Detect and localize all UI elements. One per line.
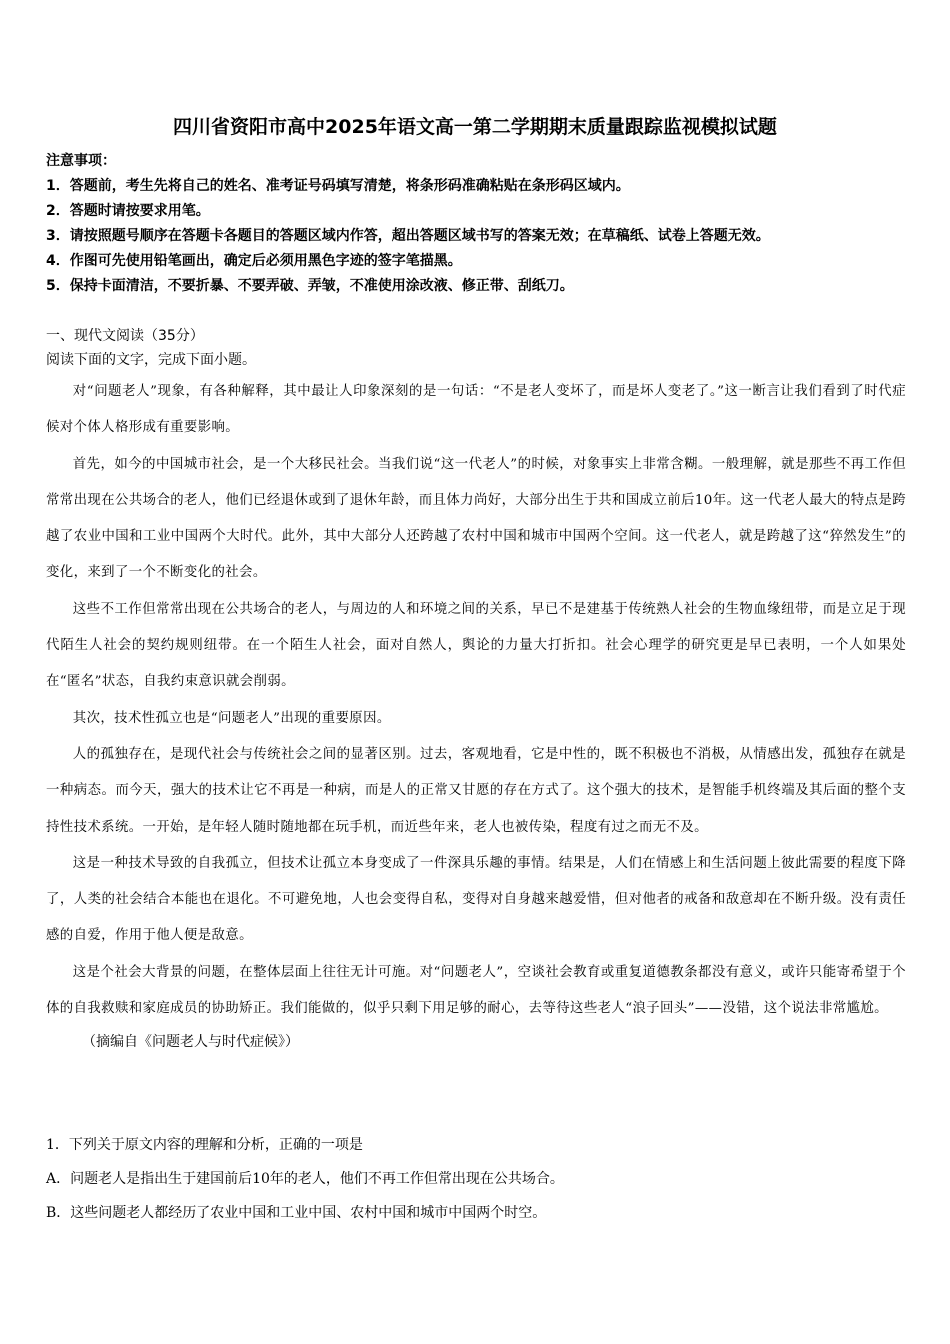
notice-item: 5．保持卡面清洁，不要折暴、不要弄破、弄皱，不准使用涂改液、修正带、刮纸刀。 <box>46 278 574 294</box>
notice-item: 2．答题时请按要求用笔。 <box>46 203 210 219</box>
article-body <box>46 374 906 1058</box>
article-paragraph: 首先，如今的中国城市社会，是一个大移民社会。当我们说“这一代老人”的时候，对象事实上非常含糊。一般理解，就是那些不再工作但常常出现在公共场合的老人，他们已经退休或到了退休年龄，而且体力尚好，大部分出生于共和国成立前后10年。这一代老人最大的特点是跨越了农业中国和工业中国两个大时代。此外，其中大部分人还跨越了农村中国和城市中国两个空间。这一代老人，就是跨越了这“猝然发生”的变化，来到了一个不断变化的社会。 <box>46 456 906 581</box>
notice-section <box>46 149 916 299</box>
article-paragraph: 人的孤独存在，是现代社会与传统社会之间的显著区别。过去，客观地看，它是中性的，既不积极也不消极，从情感出发，孤独存在就是一种病态。而今天，强大的技术让它不再是一种病，而是人的正常又甘愿的存在方式了。这个强大的技术，是智能手机终端及其后面的整个支持性技术系统。一开始，是年轻人随时随地都在玩手机，而近些年来，老人也被传染，程度有过之而无不及。 <box>46 746 906 835</box>
article-paragraph: 这些不工作但常常出现在公共场合的老人，与周边的人和环境之间的关系，早已不是建基于传统熟人社会的生物血缘纽带，而是立足于现代陌生人社会的契约规则纽带。在一个陌生人社会，面对自然人，舆论的力量大打折扣。社会心理学的研究更是早已表明，一个人如果处在“匿名”状态，自我约束意识就会削弱。 <box>46 601 906 690</box>
exam-title: 四川省资阳市高中2025年语文高一第二学期期末质量跟踪监视模拟试题 <box>173 116 777 138</box>
article-paragraph: 其次，技术性孤立也是“问题老人”出现的重要原因。 <box>72 710 391 726</box>
article-paragraph: 这是一种技术导致的自我孤立，但技术让孤立本身变成了一件深具乐趣的事情。结果是，人们在情感上和生活问题上彼此需要的程度下降了，人类的社会结合本能也在退化。不可避免地，人也会变得自私，变得对自身越来越爱惜，但对他者的戒备和敌意却在不断升级。没有责任感的自爱，作用于他人便是敌意。 <box>46 855 906 944</box>
reading-instruction: 阅读下面的文字，完成下面小题。 <box>46 352 256 368</box>
notice-heading: 注意事项： <box>46 153 116 169</box>
question-stem: 1．下列关于原文内容的理解和分析，正确的一项是 <box>46 1137 363 1153</box>
article-source: （摘编自《问题老人与时代症候》） <box>82 1034 299 1051</box>
article-paragraph: 这是个社会大背景的问题，在整体层面上往往无计可施。对“问题老人”，空谈社会教育或重复道德教条都没有意义，或许只能寄希望于个体的自我救赎和家庭成员的协助矫正。我们能做的，似乎只剩下用足够的耐心，去等待这些老人“浪子回头”——没错，这个说法非常尴尬。 <box>46 964 906 1017</box>
notice-item: 1．答题前，考生先将自己的姓名、准考证号码填写清楚，将条形码准确粘贴在条形码区域内。 <box>46 178 630 194</box>
question-1 <box>46 1128 916 1230</box>
question-option-a: A．问题老人是指出生于建国前后10年的老人，他们不再工作但常出现在公共场合。 <box>46 1171 564 1187</box>
question-option-b: B．这些问题老人都经历了农业中国和工业中国、农村中国和城市中国两个时空。 <box>46 1205 547 1221</box>
section-heading: 一、现代文阅读（35分） <box>46 328 204 344</box>
notice-item: 3．请按照题号顺序在答题卡各题目的答题区域内作答，超出答题区域书写的答案无效；在草稿纸、试卷上答题无效。 <box>46 228 770 244</box>
notice-item: 4．作图可先使用铅笔画出，确定后必须用黑色字迹的签字笔描黑。 <box>46 253 462 269</box>
article-paragraph: 对“问题老人”现象，有各种解释，其中最让人印象深刻的是一句话：“不是老人变坏了，而是坏人变老了。”这一断言让我们看到了时代症候对个体人格形成有重要影响。 <box>46 384 906 436</box>
